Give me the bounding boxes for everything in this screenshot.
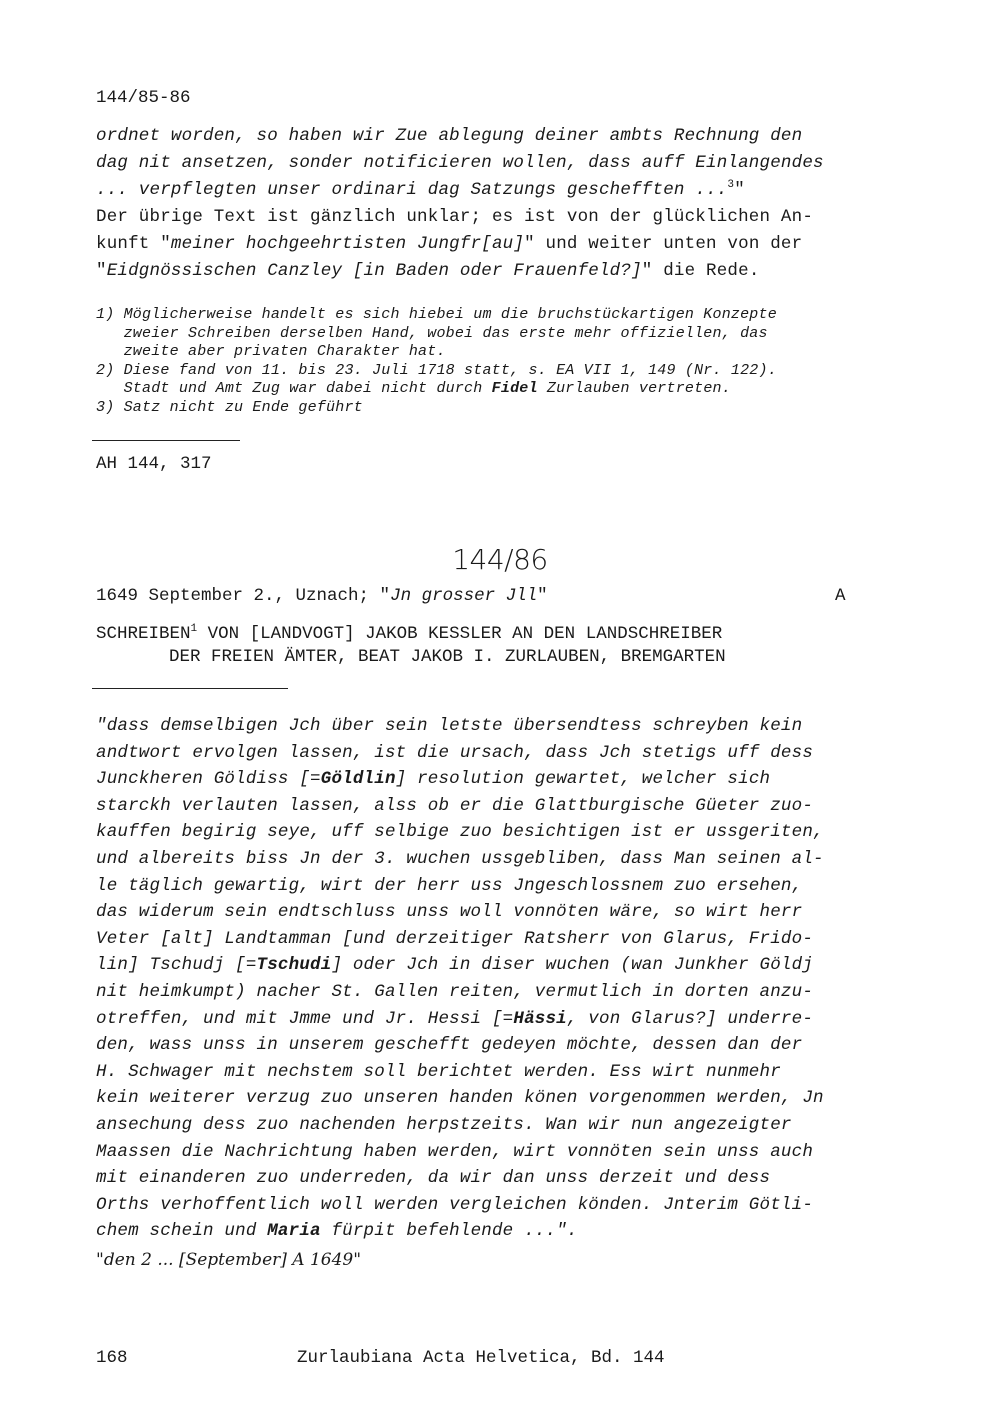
source-reference: AH 144, 317 bbox=[96, 454, 212, 474]
footnote-mark: 3 bbox=[727, 179, 735, 192]
page-reference: 144/85-86 bbox=[96, 88, 191, 108]
text-run: kein weiterer verzug zuo unseren handen könen vorgenommen werden, Jn bbox=[96, 1088, 824, 1109]
text-line bbox=[96, 929, 813, 949]
text-run: zweier Schreiben derselben Hand, wobei das erste mehr offiziellen, das bbox=[96, 324, 768, 342]
text-line bbox=[96, 849, 824, 869]
text-line bbox=[96, 716, 802, 736]
document-title-line-1 bbox=[96, 624, 722, 644]
text-run: starckh verlauten lassen, alss ob er die Glattburgische Güeter zuo- bbox=[96, 795, 814, 816]
text-run: ansechung dess zuo nachenden herpstzeits. Wan wir nun angezeigter bbox=[96, 1115, 792, 1135]
text-line bbox=[96, 180, 745, 200]
text-run: Orths verhoffentlich woll werden vergleichen könden. Jnterim Götli- bbox=[96, 1194, 814, 1215]
text-run: Der übrige Text ist gänzlich unklar; es ist von der glücklichen An- bbox=[96, 207, 814, 227]
text-run: le täglich gewartig, wirt der herr uss Jngeschlossnem zuo ersehen, bbox=[96, 875, 803, 896]
footnote-line bbox=[96, 399, 363, 416]
text-run: dag nit ansetzen, sonder notificieren wollen, dass auff Einlangendes bbox=[96, 153, 824, 173]
text-line bbox=[96, 769, 770, 789]
title-separator bbox=[92, 688, 288, 689]
text-run: fürpit befehlende ...". bbox=[320, 1221, 578, 1242]
text-run: " bbox=[96, 261, 107, 281]
text-line bbox=[96, 1115, 792, 1135]
emphasized-name: Tschudi bbox=[256, 955, 332, 976]
text-run: 3) Satz nicht zu Ende geführt bbox=[96, 399, 363, 416]
text-run: ... verpflegten unser ordinari dag Satzungs geschefften ... bbox=[96, 180, 728, 200]
emphasized-name: Hässi bbox=[513, 1008, 567, 1029]
text-line bbox=[96, 1221, 578, 1241]
text-run: Maassen die Nachrichtung haben werden, wirt vonnöten sein unss auch bbox=[96, 1141, 814, 1162]
text-run: " die Rede. bbox=[641, 261, 760, 281]
date-place-italic: Jn grosser Jll bbox=[390, 586, 538, 606]
text-line bbox=[96, 743, 813, 763]
text-run: ] resolution gewartet, welcher sich bbox=[395, 769, 771, 790]
emphasized-name: Maria bbox=[267, 1221, 321, 1242]
text-line bbox=[96, 822, 824, 842]
text-run: andtwort ervolgen lassen, ist die ursach, dass Jch stetigs uff dess bbox=[96, 742, 814, 763]
footnote-line bbox=[96, 306, 777, 323]
closing-date: "den 2 ... [September] A 1649" bbox=[96, 1250, 362, 1270]
footnote-line bbox=[96, 380, 731, 397]
page-number: 168 bbox=[96, 1348, 128, 1368]
footnote-line bbox=[96, 362, 777, 379]
date-place-pre: 1649 September 2., Uznach; " bbox=[96, 586, 391, 606]
text-run: und albereits biss Jn der 3. wuchen ussgebliben, dass Man seinen al- bbox=[96, 849, 824, 869]
document-number: 144/86 bbox=[452, 543, 548, 576]
emphasized-name: Göldlin bbox=[320, 769, 396, 790]
series-title: Zurlaubiana Acta Helvetica, Bd. 144 bbox=[297, 1348, 665, 1368]
text-line bbox=[96, 876, 802, 896]
text-run: otreffen, und mit Jmme und Jr. Hessi [= bbox=[96, 1008, 514, 1029]
text-run: ordnet worden, so haben wir Zue ablegung deiner ambts Rechnung den bbox=[96, 126, 803, 146]
text-run: mit einanderen zuo underreden, da wir dan unss derzeit und dess bbox=[96, 1168, 771, 1189]
title-part-a: SCHREIBEN bbox=[96, 624, 191, 644]
text-run: zweite aber privaten Charakter hat. bbox=[96, 343, 446, 361]
text-line bbox=[96, 1168, 770, 1188]
text-line bbox=[96, 126, 802, 146]
text-line bbox=[96, 1195, 813, 1215]
text-run: , von Glarus?] underre- bbox=[566, 1008, 814, 1029]
text-run: lin] Tschudj [= bbox=[96, 955, 257, 976]
text-run: kunft " bbox=[96, 234, 171, 254]
footnote-separator bbox=[92, 440, 240, 441]
text-run: 2) Diese fand von 11. bis 23. Juli 1718 statt, s. EA VII 1, 149 (Nr. 122). bbox=[96, 361, 777, 379]
text-run: Veter [alt] Landtamman [und derzeitiger Ratsherr von Glarus, Frido- bbox=[96, 928, 814, 949]
text-run: Junckheren Göldiss [= bbox=[96, 769, 321, 790]
footnote-line bbox=[96, 325, 768, 342]
text-line bbox=[96, 902, 802, 922]
version-marker: A bbox=[835, 586, 846, 606]
text-line bbox=[96, 1142, 813, 1162]
text-line bbox=[96, 261, 760, 281]
document-title-line-2: DER FREIEN ÄMTER, BEAT JAKOB I. ZURLAUBEN, BREMGARTEN bbox=[169, 647, 726, 667]
text-line bbox=[96, 234, 802, 254]
text-line bbox=[96, 153, 824, 173]
text-run: ] oder Jch in diser wuchen (wan Junkher Göldj bbox=[331, 955, 814, 976]
text-line bbox=[96, 1035, 802, 1055]
text-run: 1) Möglicherweise handelt es sich hiebei um die bruchstückartigen Konzepte bbox=[96, 306, 777, 323]
text-line bbox=[96, 1062, 781, 1082]
title-part-b: VON [LANDVOGT] JAKOB KESSLER AN DEN LANDSCHREIBER bbox=[197, 624, 723, 644]
text-line bbox=[96, 1009, 813, 1029]
text-run: "dass demselbigen Jch über sein letste übersendtess schreyben kein bbox=[96, 716, 803, 736]
text-run: Stadt und Amt Zug war dabei nicht durch bbox=[96, 380, 492, 398]
footnote-line bbox=[96, 343, 446, 360]
text-run: " bbox=[734, 180, 745, 200]
text-run: Eidgnössischen Canzley [in Baden oder Frauenfeld?] bbox=[106, 261, 642, 281]
text-run: H. Schwager mit nechstem soll berichtet werden. Ess wirt nunmehr bbox=[96, 1061, 781, 1082]
text-run: " und weiter unten von der bbox=[524, 234, 803, 254]
text-run: das widerum sein endtschluss unss woll vonnöten wäre, so wirt herr bbox=[96, 902, 803, 923]
text-line bbox=[96, 982, 813, 1002]
date-place-line bbox=[96, 586, 548, 606]
text-line bbox=[96, 955, 813, 975]
text-line bbox=[96, 1088, 824, 1108]
text-run: meiner hochgeehrtisten Jungfr[au] bbox=[170, 234, 525, 254]
text-run: kauffen begirig seye, uff selbige zuo besichtigen ist er ussgeriten, bbox=[96, 822, 824, 843]
text-run: Zurlauben vertreten. bbox=[537, 380, 731, 398]
date-place-post: " bbox=[537, 586, 548, 606]
title-footnote-mark: 1 bbox=[190, 623, 198, 636]
emphasized-name: Fidel bbox=[491, 380, 538, 398]
text-line bbox=[96, 207, 813, 227]
text-run: den, wass unss in unserem geschefft gedeyen möchte, dessen dan der bbox=[96, 1035, 803, 1056]
text-line bbox=[96, 796, 813, 816]
text-run: chem schein und bbox=[96, 1221, 268, 1242]
text-run: nit heimkumpt) nacher St. Gallen reiten, vermutlich in dorten anzu- bbox=[96, 982, 814, 1002]
